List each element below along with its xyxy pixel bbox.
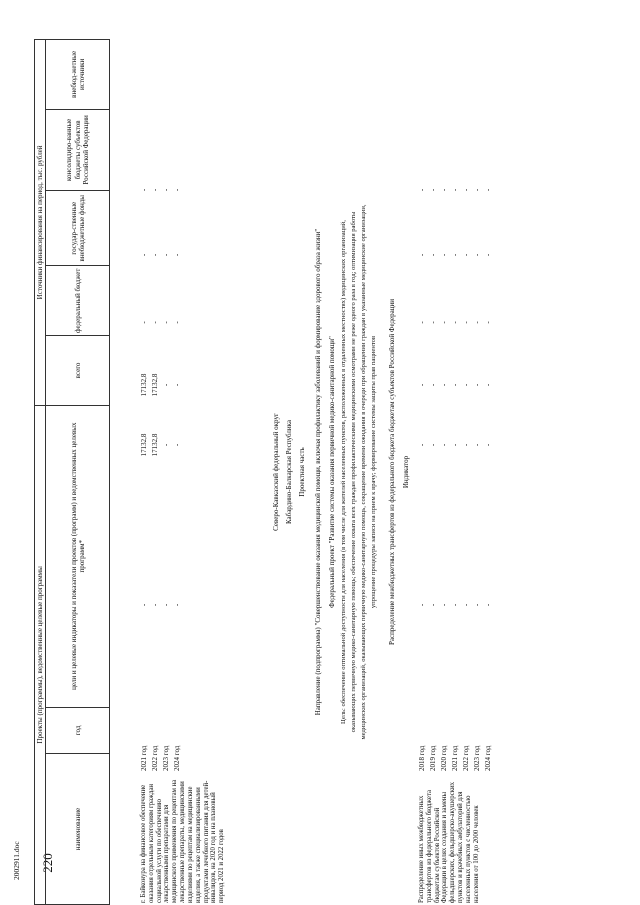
federal-cell: - bbox=[451, 383, 459, 387]
year-cell: 2021 год bbox=[140, 745, 148, 771]
extra-cell: - bbox=[162, 188, 170, 192]
regional-cell: - bbox=[162, 253, 170, 257]
total-cell: - bbox=[173, 443, 181, 447]
extra-cell: - bbox=[440, 188, 448, 192]
header-federal: федеральный бюджет bbox=[46, 266, 110, 336]
goals-cell: - bbox=[418, 603, 426, 607]
goals-cell: - bbox=[440, 603, 448, 607]
goals-cell: - bbox=[484, 603, 492, 607]
state-funds-cell: - bbox=[484, 321, 492, 324]
header-projects-group: Проекты (программы), ведомственные целевые программы bbox=[35, 405, 46, 904]
section-goal-line-2: оказывающих первичную медико-санитарную помощь; обеспечение охвата всех граждан профилактическими медицинскими осмотрами не реже одного раза в год; оптимизация работы bbox=[350, 211, 357, 733]
state-funds-cell: - bbox=[462, 321, 470, 324]
regional-cell: - bbox=[429, 253, 437, 257]
total-cell: - bbox=[462, 443, 470, 447]
extra-cell: - bbox=[151, 188, 159, 192]
section-part: Проектная часть bbox=[298, 447, 306, 497]
header-table bbox=[34, 39, 110, 905]
federal-cell: - bbox=[440, 383, 448, 387]
section-goal-line-3: медицинских организаций, оказывающих первичную медико-санитарную помощь, сокращение времени ожидания в очереди при обращении граждан в указанные медицинские организации, bbox=[360, 204, 367, 740]
total-cell: 17132,8 bbox=[140, 433, 148, 457]
regional-cell: - bbox=[451, 253, 459, 257]
block2-name: Распределение иных межбюджетных трансфертов из федерального бюджета бюджетам субъектов Российской Федерации в целях создания и замены фельдшерских, фельдшерско-акушерских пунктов и врачебных амбулаторий для населенных пунктов с численностью населения от 100 до 2000 человек bbox=[418, 781, 480, 903]
regional-cell: - bbox=[418, 253, 426, 257]
goals-cell: - bbox=[462, 603, 470, 607]
section-republic: Кабардино-Балкарская Республика bbox=[285, 419, 293, 525]
goals-cell: - bbox=[173, 603, 181, 607]
state-funds-cell: - bbox=[418, 321, 426, 324]
regional-cell: - bbox=[440, 253, 448, 257]
year-cell: 2022 год bbox=[462, 745, 470, 771]
section-direction: Направление (подпрограмма) "Совершенствование оказания медицинской помощи, включая профилактику заболеваний и формирование здорового образа жизни" bbox=[314, 228, 322, 716]
regional-cell: - bbox=[151, 253, 159, 257]
goals-cell: - bbox=[451, 603, 459, 607]
extra-cell: - bbox=[462, 188, 470, 192]
federal-cell: - bbox=[462, 383, 470, 387]
goals-cell: - bbox=[151, 603, 159, 607]
header-state-funds: государ-ственные внебюджетные фонды bbox=[46, 191, 110, 266]
regional-cell: - bbox=[462, 253, 470, 257]
header-total: всего bbox=[46, 336, 110, 406]
footer-file-name: 2002911.doc bbox=[12, 841, 21, 880]
state-funds-cell: - bbox=[429, 321, 437, 324]
total-cell: 17132,8 bbox=[151, 433, 159, 457]
total-cell: - bbox=[451, 443, 459, 447]
landscape-sheet bbox=[0, 39, 600, 905]
section-goal-line-4: упрощение процедуры записи на прием к врачу; формирование системы защиты прав пациентов bbox=[370, 335, 377, 609]
header-year: год bbox=[46, 707, 110, 753]
regional-cell: - bbox=[140, 253, 148, 257]
header-name: наименование bbox=[46, 754, 110, 905]
year-cell: 2020 год bbox=[440, 745, 448, 771]
year-cell: 2021 год bbox=[451, 745, 459, 771]
extra-cell: - bbox=[484, 188, 492, 192]
year-cell: 2023 год bbox=[473, 745, 481, 771]
year-cell: 2018 год bbox=[418, 745, 426, 771]
regional-cell: - bbox=[484, 253, 492, 257]
federal-cell: - bbox=[484, 383, 492, 387]
extra-cell: - bbox=[429, 188, 437, 192]
extra-cell: - bbox=[451, 188, 459, 192]
year-cell: 2019 год bbox=[429, 745, 437, 771]
section-distribution: Распределение межбюджетных трансфертов из федерального бюджета бюджетам субъектов Российской Федерации bbox=[388, 299, 396, 645]
extra-cell: - bbox=[173, 188, 181, 192]
section-fed-project: Федеральный проект "Развитие системы оказания первичной медико-санитарной помощи" bbox=[328, 336, 336, 608]
state-funds-cell: - bbox=[451, 321, 459, 324]
total-cell: - bbox=[484, 443, 492, 447]
extra-cell: - bbox=[140, 188, 148, 192]
goals-cell: - bbox=[162, 603, 170, 607]
year-cell: 2024 год bbox=[484, 745, 492, 771]
state-funds-cell: - bbox=[440, 321, 448, 324]
total-cell: - bbox=[473, 443, 481, 447]
year-cell: 2024 год bbox=[173, 745, 181, 771]
header-extra: внебюд-жетные источники bbox=[46, 40, 110, 110]
block1-name: г. Байконура на финансовое обеспечение оказания отдельным категориям граждан социальной услуги по обеспечению лекарственными препаратами для медицинского применения по рецептам на лекарственные препараты, медицинскими изделиями по рецептам на медицинские изделия, а также специализированными продуктами лечебного питания для детей-инвалидов, на 2020 год и на плановый период 2021 и 2022 годов bbox=[140, 779, 226, 903]
federal-cell: - bbox=[473, 383, 481, 387]
goals-cell: - bbox=[140, 603, 148, 607]
federal-cell: 17132,8 bbox=[140, 373, 148, 397]
year-cell: 2023 год bbox=[162, 745, 170, 771]
federal-cell: - bbox=[173, 383, 181, 387]
state-funds-cell: - bbox=[162, 321, 170, 324]
goals-cell: - bbox=[473, 603, 481, 607]
regional-cell: - bbox=[473, 253, 481, 257]
goals-cell: - bbox=[429, 603, 437, 607]
section-district: Северо-Кавказский федеральный округ bbox=[272, 413, 280, 531]
total-cell: - bbox=[429, 443, 437, 447]
total-cell: - bbox=[440, 443, 448, 447]
regional-cell: - bbox=[173, 253, 181, 257]
section-goal-line-1: Цель: обеспечение оптимальной доступности для населения (в том числе для жителей населенных пунктов, расположенных в отдаленных местностях) медицинских организаций, bbox=[340, 220, 347, 724]
federal-cell: - bbox=[418, 383, 426, 387]
header-goals: цели и целевые индикаторы и показатели проектов (программ) и ведомственных целевых программ* bbox=[46, 405, 110, 707]
extra-cell: - bbox=[473, 188, 481, 192]
year-cell: 2022 год bbox=[151, 745, 159, 771]
total-cell: - bbox=[418, 443, 426, 447]
federal-cell: - bbox=[429, 383, 437, 387]
state-funds-cell: - bbox=[173, 321, 181, 324]
header-regional: консолидиро-ванные бюджеты субъектов Российской Федерации bbox=[46, 109, 110, 190]
page-number: 220 bbox=[40, 853, 55, 873]
state-funds-cell: - bbox=[151, 321, 159, 324]
federal-cell: 17132,8 bbox=[151, 373, 159, 397]
federal-cell: - bbox=[162, 383, 170, 387]
section-indicator: Индикатор bbox=[402, 455, 410, 489]
state-funds-cell: - bbox=[140, 321, 148, 324]
extra-cell: - bbox=[418, 188, 426, 192]
total-cell: - bbox=[162, 443, 170, 447]
state-funds-cell: - bbox=[473, 321, 481, 324]
header-funding-group: Источники финансирования на период, тыс. рублей bbox=[35, 40, 46, 406]
